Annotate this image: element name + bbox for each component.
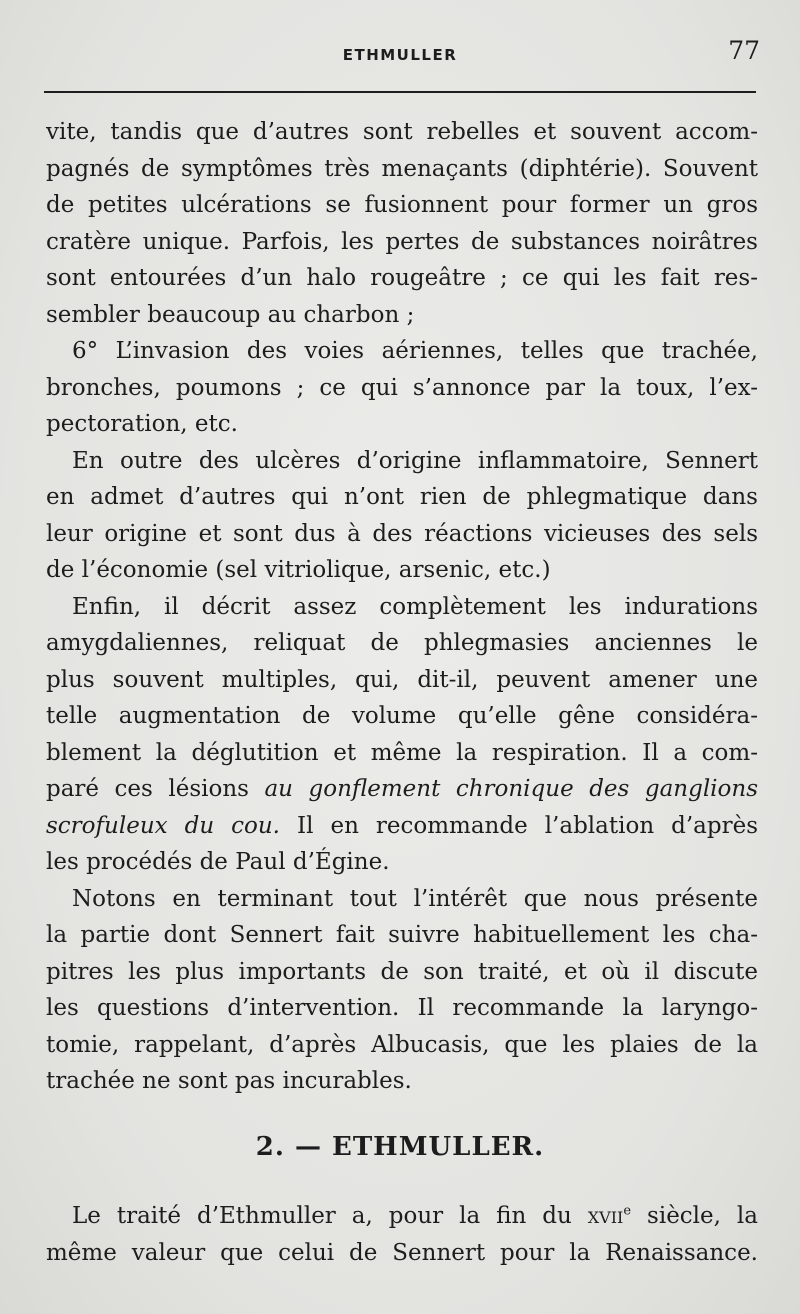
header-rule xyxy=(44,91,756,93)
text-line: Notons en terminant tout l’intérêt que nous présente xyxy=(72,885,758,912)
text-line: amygdaliennes, reliquat de phlegmasies anciennes le xyxy=(46,630,758,656)
text-line-mixed xyxy=(46,1198,758,1235)
text-line: les questions d’intervention. Il recommande la laryngo- xyxy=(46,995,758,1021)
century-numeral xyxy=(588,1203,631,1229)
text-line: en admet d’autres qui n’ont rien de phlegmatique dans xyxy=(46,484,758,510)
text-line: tomie, rappelant, d’après Albucasis, que les plaies de la xyxy=(46,1031,758,1058)
text-line: telle augmentation de volume qu’elle gêne considéra- xyxy=(46,703,758,729)
section-text xyxy=(46,1198,758,1271)
text-line: trachée ne sont pas incurables. xyxy=(46,1068,412,1094)
text-line: plus souvent multiples, qui, dit-il, peuvent amener une xyxy=(46,666,758,693)
text-line: blement la déglutition et même la respiration. Il a com- xyxy=(46,739,758,766)
century-superscript: e xyxy=(623,1203,632,1219)
text-line: pectoration, etc. xyxy=(46,411,238,437)
page-number: 77 xyxy=(728,36,760,65)
italic-fragment: au gonflement chronique des ganglions xyxy=(264,776,758,802)
text-fragment: paré ces lésions xyxy=(46,776,249,802)
text-line: pagnés de symptômes très menaçants (diphtérie). Souvent xyxy=(46,155,758,182)
section-title: 2. — ETHMULLER. xyxy=(255,1132,545,1162)
text-fragment: Le traité d’Ethmuller a, pour la fin du xyxy=(72,1203,572,1229)
text-line: de petites ulcérations se fusionnent pour former un gros xyxy=(46,192,758,218)
text-line: En outre des ulcères d’origine inflammatoire, Sennert xyxy=(72,447,758,474)
running-title: ETHMULLER xyxy=(342,46,458,64)
text-line: leur origine et sont dus à des réactions vicieuses des sels xyxy=(46,520,758,547)
text-line: de l’économie (sel vitriolique, arsenic, etc.) xyxy=(46,557,551,583)
text-line: pitres les plus importants de son traité, et où il discute xyxy=(46,958,758,985)
text-line: bronches, poumons ; ce qui s’annonce par la toux, l’ex- xyxy=(46,374,758,401)
text-line: même valeur que celui de Sennert pour la Renaissance. xyxy=(46,1239,758,1266)
text-fragment: siècle, la xyxy=(647,1203,758,1229)
text-line-mixed xyxy=(46,808,758,845)
text-fragment: Il en recommande l’ablation d’après xyxy=(297,812,759,839)
text-line-mixed xyxy=(46,771,758,808)
text-line: 6° L’invasion des voies aériennes, telles que trachée, xyxy=(72,338,758,364)
text-line: sont entourées d’un halo rougeâtre ; ce qui les fait res- xyxy=(46,265,758,291)
text-line: sembler beaucoup au charbon ; xyxy=(46,301,415,328)
body-text xyxy=(46,114,758,1100)
text-line: la partie dont Sennert fait suivre habituellement les cha- xyxy=(46,922,758,948)
century-roman: xvii xyxy=(587,1203,624,1229)
text-line: vite, tandis que d’autres sont rebelles et souvent accom- xyxy=(46,119,758,145)
text-line: cratère unique. Parfois, les pertes de substances noirâtres xyxy=(46,228,758,255)
running-head xyxy=(0,36,800,70)
italic-fragment: scrofuleux du cou. xyxy=(46,812,280,839)
text-line: les procédés de Paul d’Égine. xyxy=(46,849,390,875)
text-line: Enfin, il décrit assez complètement les indurations xyxy=(72,593,758,620)
